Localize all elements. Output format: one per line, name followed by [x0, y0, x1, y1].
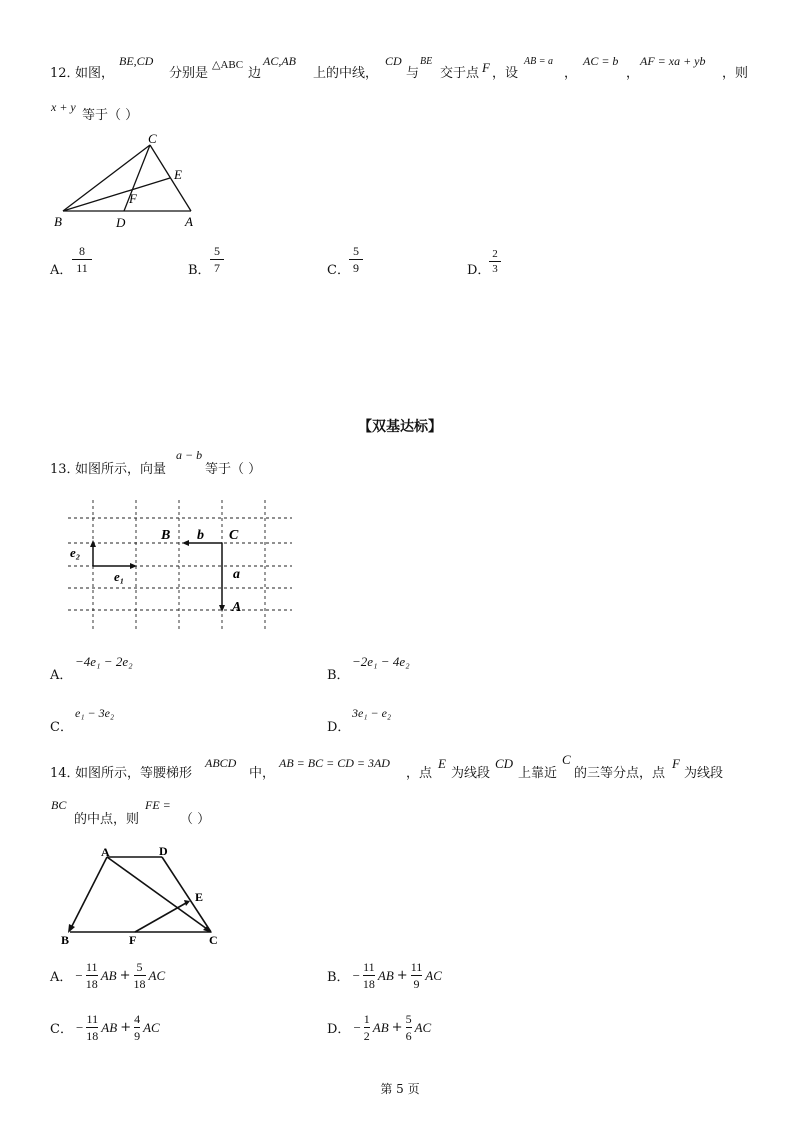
q12-option-b-den: 7 — [214, 261, 220, 275]
section-heading: 【双基达标】 — [358, 419, 442, 435]
q14-option-c-sign: − — [75, 1019, 84, 1035]
q12-triangle-figure — [50, 130, 210, 232]
q14-math-c: C — [562, 752, 571, 767]
q12-math-ac-ab: AC,AB — [263, 54, 296, 68]
q12-math-xy: x + y — [51, 100, 76, 114]
q13-option-a-label: A． — [50, 668, 73, 683]
q14-label-d: D — [159, 844, 168, 858]
q12-math-cd: CD — [385, 54, 402, 68]
q14-option-b-d2: 9 — [413, 977, 420, 991]
q12-text-5: 与 — [406, 66, 420, 81]
q14-option-d-d2: 6 — [405, 1029, 412, 1043]
q14-text-1: 如图所示，等腰梯形 — [75, 766, 193, 781]
q14-option-a-v2: AC — [148, 967, 166, 983]
q12-text-7: ，设 — [492, 66, 519, 81]
q14-option-c-v2: AC — [143, 1019, 160, 1035]
q14-math-equal-sides: AB = BC = CD = 3AD — [279, 756, 390, 770]
q12-math-ab-a: AB = a — [524, 56, 553, 67]
q14-text-6: 的三等分点，点 — [574, 766, 666, 781]
q14-option-b-frac1 — [363, 960, 375, 991]
q13-option-b-expr: −2e₁ − 4e₂ — [352, 654, 410, 669]
q13-option-d-expr: 3e₁ − e₂ — [352, 706, 392, 720]
q14-option-c-op: + — [120, 1020, 132, 1035]
q14-label-c: C — [209, 933, 218, 947]
q12-text-8: ， — [564, 66, 578, 81]
q12-option-a-label: A． — [50, 263, 73, 278]
q12-number: 12． — [50, 66, 80, 81]
q14-option-c-n1: 11 — [86, 1012, 99, 1026]
q14-text-3: ，点 — [406, 766, 433, 781]
q14-option-d-n1: 1 — [363, 1012, 370, 1026]
q12-math-be-cd: BE,CD — [119, 54, 154, 68]
q14-math-bc: BC — [51, 798, 67, 812]
q14-option-b-frac2 — [411, 960, 423, 991]
q12-label-a: A — [185, 214, 193, 229]
q12-option-d-den: 3 — [492, 263, 498, 275]
q14-option-d-d1: 2 — [363, 1029, 370, 1043]
q13-option-a-expr: −4e₁ − 2e₂ — [75, 654, 133, 669]
q13-math-a-minus-b: a − b — [176, 448, 203, 462]
q14-option-c-frac2 — [134, 1012, 140, 1043]
q14-option-a-n2: 5 — [136, 960, 143, 974]
q12-label-d: D — [116, 215, 126, 230]
q14-number: 14． — [50, 766, 80, 781]
q12-option-c-label: C． — [327, 263, 350, 278]
q12-option-b-num: 5 — [214, 244, 220, 258]
q13-label-a-vector: a — [233, 567, 240, 582]
q14-math-e: E — [438, 756, 446, 771]
q14-option-d[interactable] — [327, 1012, 431, 1043]
q14-math-f: F — [672, 756, 680, 771]
q14-option-a-sign: − — [75, 967, 83, 983]
q14-option-a-v1: AB — [100, 967, 117, 983]
q13-label-e2: e₂ — [70, 545, 81, 560]
q14-option-d-op: + — [391, 1020, 403, 1035]
q14-math-cd: CD — [495, 756, 514, 771]
q12-option-b-label: B． — [188, 263, 211, 278]
q13-label-a-point: A — [232, 600, 242, 615]
q12-option-c-den: 9 — [353, 261, 359, 275]
q13-number: 13． — [50, 462, 80, 477]
q13-label-e1: e₁ — [114, 569, 125, 584]
q12-option-c-num: 5 — [353, 244, 359, 258]
q14-text-4: 为线段 — [451, 766, 491, 781]
q14-option-d-n2: 5 — [405, 1012, 412, 1026]
q12-math-triangle: △ABC — [212, 59, 244, 71]
q12-option-d-fraction — [489, 248, 501, 275]
q14-option-c-frac1 — [86, 1012, 98, 1043]
q14-option-a-d2: 18 — [133, 977, 146, 991]
q14-option-b-v1: AB — [377, 967, 394, 983]
q14-option-c-n2: 4 — [134, 1012, 141, 1026]
q14-text-7: 为线段 — [684, 766, 724, 781]
q13-option-c-label: C． — [50, 720, 73, 735]
q14-text-5: 上靠近 — [518, 766, 558, 781]
q14-math-abcd: ABCD — [205, 756, 237, 770]
q12-text-2: 分别是 — [169, 66, 209, 81]
q14-option-b-v2: AC — [425, 967, 442, 983]
q14-label-b: B — [61, 933, 70, 947]
q14-option-b-label: B． — [327, 970, 350, 985]
q12-label-e: E — [174, 167, 182, 182]
q14-label-e: E — [195, 890, 204, 904]
q14-label-a: A — [101, 845, 110, 859]
q14-option-b-n1: 11 — [363, 960, 375, 974]
q12-option-a-den: 11 — [76, 261, 88, 275]
q14-option-d-frac1 — [364, 1012, 370, 1043]
q14-option-d-v2: AC — [414, 1019, 432, 1035]
q14-option-d-v1: AB — [372, 1019, 389, 1035]
q12-math-be: BE — [420, 56, 433, 67]
q12-text-3: 边 — [248, 66, 262, 81]
q14-option-a[interactable] — [50, 960, 165, 991]
q14-option-a-label: A． — [50, 970, 73, 985]
q14-text-9: （ ） — [180, 812, 211, 827]
q14-trapezoid-figure — [50, 840, 240, 950]
q12-math-ac-b: AC = b — [583, 54, 619, 68]
q14-option-a-op: + — [119, 968, 131, 983]
q14-option-a-frac2 — [134, 960, 146, 991]
q12-option-b-fraction — [210, 244, 224, 275]
q12-label-f: F — [129, 191, 137, 206]
q14-option-c-label: C． — [50, 1022, 73, 1037]
q13-option-d-label: D． — [327, 720, 351, 735]
q12-text-1: 如图， — [75, 66, 115, 81]
q12-text-4: 上的中线， — [313, 66, 379, 81]
q12-math-af: AF = xa + yb — [640, 54, 706, 68]
q12-text-10: ，则 — [722, 66, 749, 81]
q12-option-a-fraction — [72, 244, 92, 275]
q13-option-b-label: B． — [327, 668, 350, 683]
q12-math-f: F — [482, 60, 490, 75]
q14-option-c[interactable] — [50, 1012, 160, 1043]
q14-option-d-frac2 — [406, 1012, 412, 1043]
q14-option-b-op: + — [396, 968, 408, 983]
q14-option-b-d1: 18 — [362, 977, 375, 991]
q13-label-c: C — [229, 528, 239, 543]
q13-text-2: 等于（ ） — [205, 462, 262, 477]
q14-option-a-d1: 18 — [85, 977, 98, 991]
q12-label-c: C — [148, 131, 157, 146]
q13-option-c-expr: e₁ − 3e₂ — [75, 706, 115, 720]
q14-label-f: F — [129, 933, 137, 947]
q12-text-11: 等于（ ） — [82, 108, 139, 123]
q12-option-a-num: 8 — [79, 244, 85, 258]
q13-label-b-vector: b — [197, 528, 204, 543]
q14-option-b-sign: − — [352, 967, 360, 983]
q12-option-d-label: D． — [467, 263, 491, 278]
q14-option-b[interactable] — [327, 960, 442, 991]
q14-option-d-sign: − — [353, 1019, 361, 1035]
q14-text-2: 中， — [249, 766, 276, 781]
q12-text-6: 交于点 — [440, 66, 480, 81]
q13-grid-figure — [60, 500, 300, 632]
q14-option-c-v1: AB — [101, 1019, 118, 1035]
q13-label-b-point: B — [161, 528, 171, 543]
q14-option-d-label: D． — [327, 1022, 351, 1037]
q12-label-b: B — [54, 214, 62, 229]
q13-text-1: 如图所示，向量 — [75, 462, 167, 477]
q14-text-8: 的中点，则 — [74, 812, 140, 827]
q14-option-b-n2: 11 — [410, 960, 423, 974]
q14-option-a-frac1 — [86, 960, 98, 991]
q14-math-fe: FE = — [145, 798, 171, 812]
q14-option-c-d1: 18 — [86, 1029, 99, 1043]
q14-option-a-n1: 11 — [85, 960, 98, 974]
q12-option-c-fraction — [349, 244, 363, 275]
q14-option-c-d2: 9 — [134, 1029, 141, 1043]
page-footer: 第 5 页 — [380, 1082, 420, 1096]
q12-option-d-num: 2 — [492, 248, 498, 260]
q12-text-9: ， — [626, 66, 640, 81]
